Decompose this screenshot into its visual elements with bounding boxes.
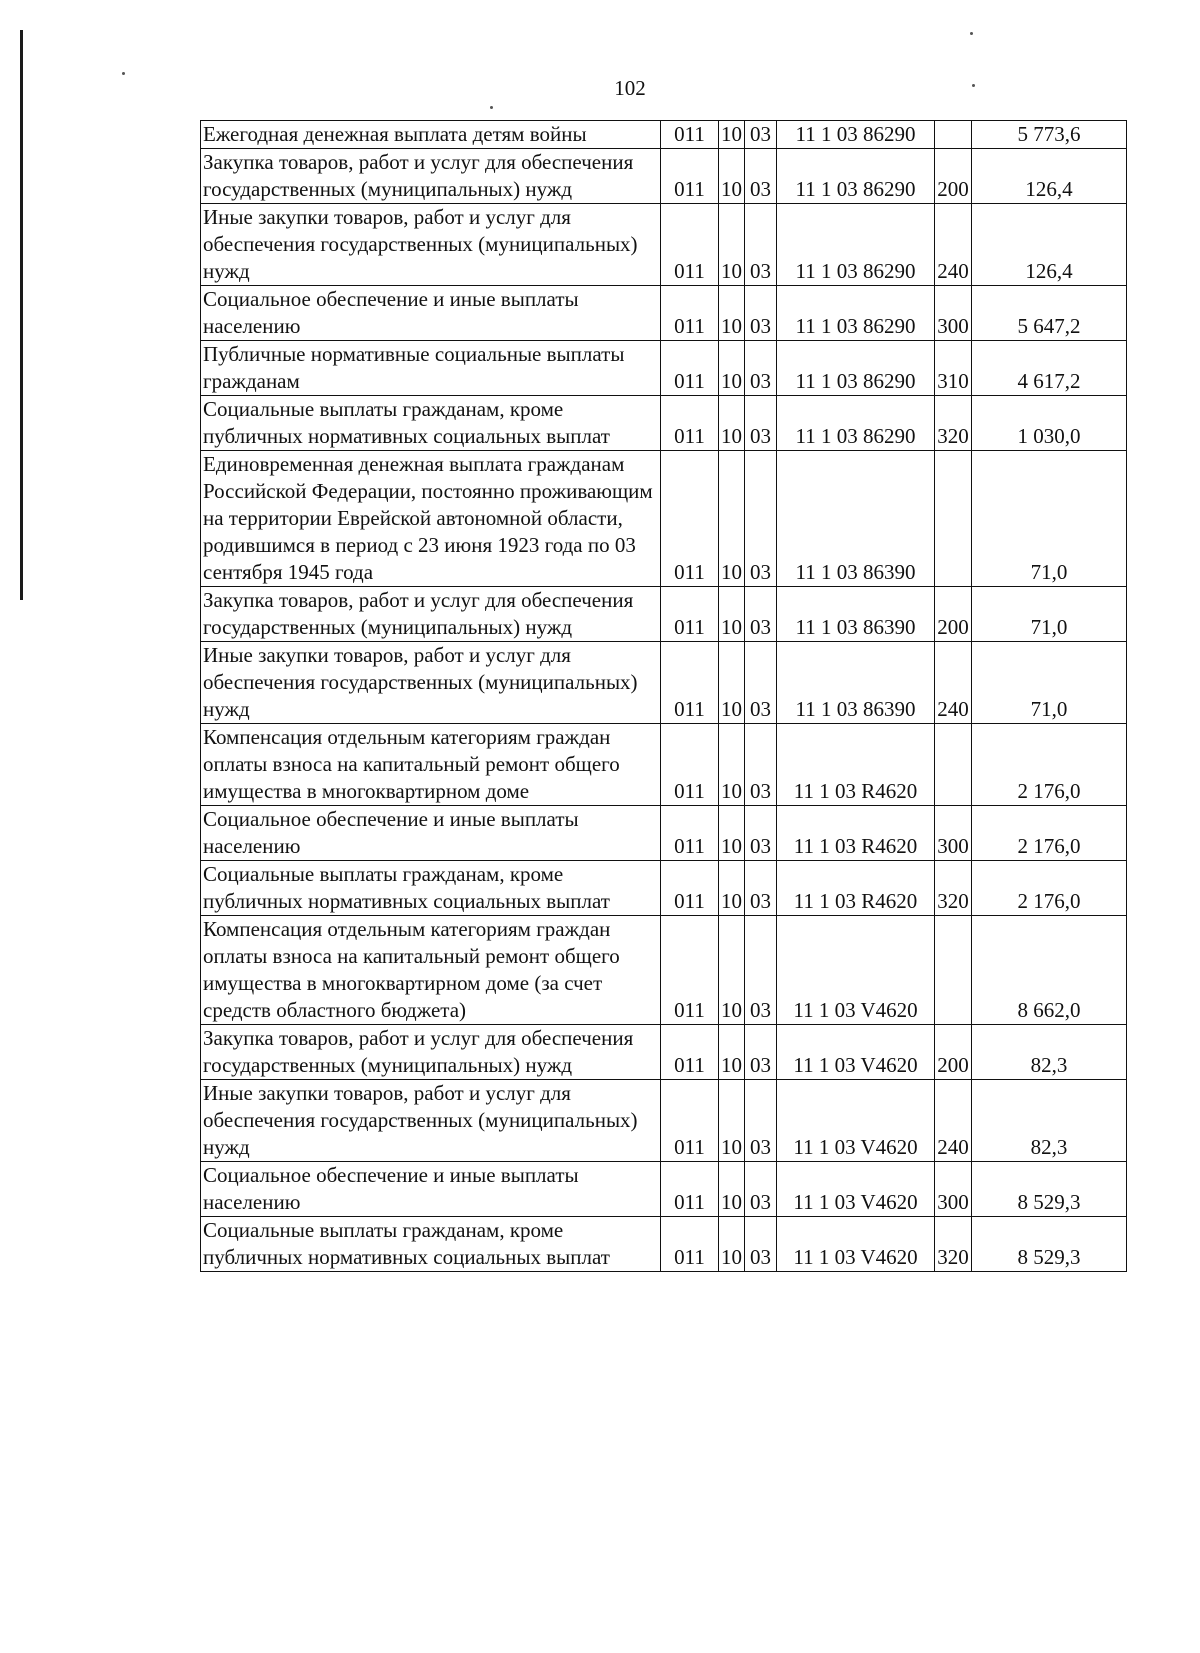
expense-type-cell: [935, 724, 972, 806]
scan-speck: [970, 32, 973, 35]
ministry-code-cell: 011: [661, 1080, 719, 1162]
expense-type-cell: [935, 916, 972, 1025]
expense-type-cell: 240: [935, 1080, 972, 1162]
row-name-cell: Социальные выплаты гражданам, кроме публичных нормативных социальных выплат: [201, 861, 661, 916]
expense-type-cell: 320: [935, 396, 972, 451]
row-name-cell: Иные закупки товаров, работ и услуг для обеспечения государственных (муниципальных) нужд: [201, 1080, 661, 1162]
expense-type-cell: 300: [935, 1162, 972, 1217]
ministry-code-cell: 011: [661, 861, 719, 916]
section-code-cell: 10: [719, 861, 745, 916]
expense-type-cell: 310: [935, 341, 972, 396]
budget-table-body: [201, 121, 1127, 1272]
table-row: [201, 121, 1127, 149]
ministry-code-cell: 011: [661, 1162, 719, 1217]
subsection-code-cell: 03: [745, 396, 777, 451]
ministry-code-cell: 011: [661, 916, 719, 1025]
ministry-code-cell: 011: [661, 286, 719, 341]
section-code-cell: 10: [719, 916, 745, 1025]
amount-cell: 71,0: [972, 451, 1127, 587]
row-name-cell: Компенсация отдельным категориям граждан оплаты взноса на капитальный ремонт общего имущества в многоквартирном доме (за счет средств областного бюджета): [201, 916, 661, 1025]
target-article-cell: 11 1 03 V4620: [777, 1217, 935, 1272]
subsection-code-cell: 03: [745, 916, 777, 1025]
section-code-cell: 10: [719, 341, 745, 396]
target-article-cell: 11 1 03 86390: [777, 642, 935, 724]
amount-cell: 2 176,0: [972, 861, 1127, 916]
row-name-cell: Публичные нормативные социальные выплаты гражданам: [201, 341, 661, 396]
subsection-code-cell: 03: [745, 121, 777, 149]
target-article-cell: 11 1 03 V4620: [777, 1162, 935, 1217]
expense-type-cell: [935, 121, 972, 149]
table-row: [201, 1217, 1127, 1272]
row-name-cell: Единовременная денежная выплата гражданам Российской Федерации, постоянно проживающим на территории Еврейской автономной области, родившимся в период с 23 июня 1923 года по 03 сентября 1945 года: [201, 451, 661, 587]
amount-cell: 126,4: [972, 149, 1127, 204]
amount-cell: 71,0: [972, 587, 1127, 642]
expense-type-cell: 300: [935, 806, 972, 861]
subsection-code-cell: 03: [745, 1162, 777, 1217]
expense-type-cell: 300: [935, 286, 972, 341]
section-code-cell: 10: [719, 204, 745, 286]
target-article-cell: 11 1 03 86290: [777, 286, 935, 341]
table-row: [201, 1025, 1127, 1080]
table-row: [201, 587, 1127, 642]
amount-cell: 82,3: [972, 1025, 1127, 1080]
target-article-cell: 11 1 03 86290: [777, 121, 935, 149]
scan-speck: [490, 106, 493, 109]
table-row: [201, 861, 1127, 916]
target-article-cell: 11 1 03 86390: [777, 451, 935, 587]
scan-margin-line: [20, 30, 23, 600]
budget-table: [200, 120, 1127, 1272]
table-row: [201, 1162, 1127, 1217]
section-code-cell: 10: [719, 451, 745, 587]
amount-cell: 4 617,2: [972, 341, 1127, 396]
amount-cell: 71,0: [972, 642, 1127, 724]
section-code-cell: 10: [719, 1080, 745, 1162]
target-article-cell: 11 1 03 86390: [777, 587, 935, 642]
table-row: [201, 451, 1127, 587]
page-number: 102: [614, 76, 646, 100]
table-row: [201, 806, 1127, 861]
target-article-cell: 11 1 03 R4620: [777, 861, 935, 916]
ministry-code-cell: 011: [661, 451, 719, 587]
section-code-cell: 10: [719, 587, 745, 642]
ministry-code-cell: 011: [661, 1025, 719, 1080]
expense-type-cell: 240: [935, 642, 972, 724]
subsection-code-cell: 03: [745, 1217, 777, 1272]
ministry-code-cell: 011: [661, 642, 719, 724]
table-row: [201, 1080, 1127, 1162]
table-row: [201, 642, 1127, 724]
section-code-cell: 10: [719, 1217, 745, 1272]
expense-type-cell: 320: [935, 861, 972, 916]
target-article-cell: 11 1 03 V4620: [777, 916, 935, 1025]
section-code-cell: 10: [719, 396, 745, 451]
target-article-cell: 11 1 03 R4620: [777, 724, 935, 806]
target-article-cell: 11 1 03 R4620: [777, 806, 935, 861]
row-name-cell: Ежегодная денежная выплата детям войны: [201, 121, 661, 149]
ministry-code-cell: 011: [661, 1217, 719, 1272]
row-name-cell: Закупка товаров, работ и услуг для обеспечения государственных (муниципальных) нужд: [201, 149, 661, 204]
target-article-cell: 11 1 03 86290: [777, 341, 935, 396]
section-code-cell: 10: [719, 724, 745, 806]
target-article-cell: 11 1 03 86290: [777, 149, 935, 204]
target-article-cell: 11 1 03 86290: [777, 396, 935, 451]
subsection-code-cell: 03: [745, 806, 777, 861]
row-name-cell: Иные закупки товаров, работ и услуг для обеспечения государственных (муниципальных) нужд: [201, 204, 661, 286]
table-row: [201, 204, 1127, 286]
row-name-cell: Социальные выплаты гражданам, кроме публичных нормативных социальных выплат: [201, 396, 661, 451]
amount-cell: 2 176,0: [972, 806, 1127, 861]
subsection-code-cell: 03: [745, 642, 777, 724]
amount-cell: 8 529,3: [972, 1217, 1127, 1272]
expense-type-cell: 200: [935, 149, 972, 204]
subsection-code-cell: 03: [745, 1025, 777, 1080]
row-name-cell: Социальное обеспечение и иные выплаты населению: [201, 806, 661, 861]
amount-cell: 126,4: [972, 204, 1127, 286]
subsection-code-cell: 03: [745, 149, 777, 204]
row-name-cell: Социальное обеспечение и иные выплаты населению: [201, 286, 661, 341]
subsection-code-cell: 03: [745, 204, 777, 286]
amount-cell: 5 773,6: [972, 121, 1127, 149]
table-row: [201, 916, 1127, 1025]
section-code-cell: 10: [719, 806, 745, 861]
section-code-cell: 10: [719, 286, 745, 341]
amount-cell: 1 030,0: [972, 396, 1127, 451]
row-name-cell: Закупка товаров, работ и услуг для обеспечения государственных (муниципальных) нужд: [201, 1025, 661, 1080]
row-name-cell: Социальные выплаты гражданам, кроме публичных нормативных социальных выплат: [201, 1217, 661, 1272]
subsection-code-cell: 03: [745, 341, 777, 396]
section-code-cell: 10: [719, 121, 745, 149]
subsection-code-cell: 03: [745, 724, 777, 806]
ministry-code-cell: 011: [661, 806, 719, 861]
expense-type-cell: 200: [935, 1025, 972, 1080]
table-row: [201, 149, 1127, 204]
section-code-cell: 10: [719, 1025, 745, 1080]
subsection-code-cell: 03: [745, 286, 777, 341]
amount-cell: 8 529,3: [972, 1162, 1127, 1217]
subsection-code-cell: 03: [745, 587, 777, 642]
target-article-cell: 11 1 03 86290: [777, 204, 935, 286]
section-code-cell: 10: [719, 1162, 745, 1217]
amount-cell: 8 662,0: [972, 916, 1127, 1025]
expense-type-cell: 240: [935, 204, 972, 286]
section-code-cell: 10: [719, 149, 745, 204]
expense-type-cell: [935, 451, 972, 587]
row-name-cell: Социальное обеспечение и иные выплаты населению: [201, 1162, 661, 1217]
expense-type-cell: 320: [935, 1217, 972, 1272]
subsection-code-cell: 03: [745, 1080, 777, 1162]
section-code-cell: 10: [719, 642, 745, 724]
row-name-cell: Иные закупки товаров, работ и услуг для обеспечения государственных (муниципальных) нужд: [201, 642, 661, 724]
ministry-code-cell: 011: [661, 396, 719, 451]
ministry-code-cell: 011: [661, 341, 719, 396]
table-row: [201, 286, 1127, 341]
amount-cell: 2 176,0: [972, 724, 1127, 806]
table-row: [201, 396, 1127, 451]
target-article-cell: 11 1 03 V4620: [777, 1025, 935, 1080]
ministry-code-cell: 011: [661, 204, 719, 286]
table-row: [201, 724, 1127, 806]
ministry-code-cell: 011: [661, 149, 719, 204]
ministry-code-cell: 011: [661, 724, 719, 806]
row-name-cell: Закупка товаров, работ и услуг для обеспечения государственных (муниципальных) нужд: [201, 587, 661, 642]
ministry-code-cell: 011: [661, 121, 719, 149]
subsection-code-cell: 03: [745, 861, 777, 916]
table-row: [201, 341, 1127, 396]
scan-speck: [122, 72, 125, 75]
amount-cell: 82,3: [972, 1080, 1127, 1162]
target-article-cell: 11 1 03 V4620: [777, 1080, 935, 1162]
amount-cell: 5 647,2: [972, 286, 1127, 341]
subsection-code-cell: 03: [745, 451, 777, 587]
row-name-cell: Компенсация отдельным категориям граждан оплаты взноса на капитальный ремонт общего имущества в многоквартирном доме: [201, 724, 661, 806]
ministry-code-cell: 011: [661, 587, 719, 642]
expense-type-cell: 200: [935, 587, 972, 642]
